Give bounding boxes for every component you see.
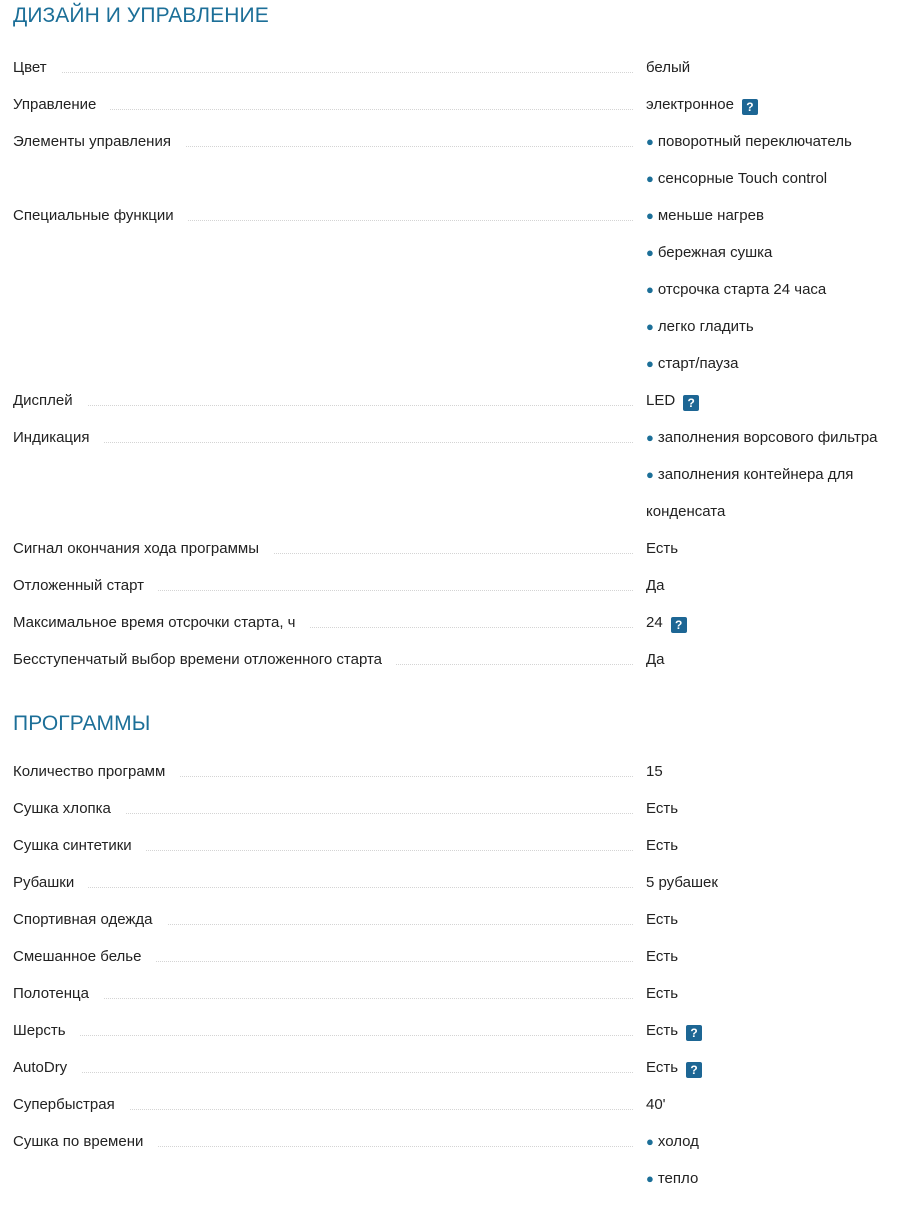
spec-value <box>646 836 906 873</box>
spec-value-list-item <box>646 428 906 465</box>
dotted-leader <box>13 442 633 443</box>
spec-label: Спортивная одежда <box>13 911 167 928</box>
spec-label-cell <box>13 576 633 596</box>
dotted-leader <box>13 1072 633 1073</box>
spec-label: Специальные функции <box>13 207 188 224</box>
help-icon[interactable]: ? <box>686 1062 702 1078</box>
spec-label: Смешанное белье <box>13 948 155 965</box>
spec-label: Рубашки <box>13 874 88 891</box>
spec-value-text: меньше нагрев <box>657 207 764 224</box>
spec-value <box>646 1095 906 1132</box>
spec-value <box>646 95 906 132</box>
spec-value <box>646 947 906 984</box>
bullet-icon: ● <box>646 319 654 334</box>
spec-value-cell <box>646 799 906 836</box>
spec-value-text: поворотный переключатель <box>657 133 852 150</box>
spec-value-list-item <box>646 1132 906 1169</box>
spec-label-cell <box>13 873 633 893</box>
spec-value <box>646 58 906 95</box>
spec-value <box>646 613 906 650</box>
spec-value-text: Есть <box>646 800 679 817</box>
spec-label-cell <box>13 206 633 226</box>
spec-value-list-item <box>646 280 906 317</box>
help-icon[interactable]: ? <box>742 99 758 115</box>
help-icon[interactable]: ? <box>683 395 699 411</box>
spec-value-text: отсрочка старта 24 часа <box>657 281 827 298</box>
bullet-icon: ● <box>646 245 654 260</box>
spec-value-text: Есть <box>646 1022 679 1039</box>
spec-value-text: заполнения ворсового фильтра <box>657 429 878 446</box>
spec-value-cell <box>646 910 906 947</box>
spec-value-text: старт/пауза <box>657 355 739 372</box>
spec-value-text: 24 <box>646 614 663 631</box>
spec-value-text: 40' <box>646 1096 666 1113</box>
spec-label-cell <box>13 762 633 782</box>
spec-value-text: Есть <box>646 911 679 928</box>
spec-label-cell <box>13 58 633 78</box>
help-icon[interactable]: ? <box>686 1025 702 1041</box>
spec-label-cell <box>13 947 633 967</box>
spec-label-cell <box>13 539 633 559</box>
spec-value-cell <box>646 873 906 910</box>
spec-value <box>646 984 906 1021</box>
spec-label: Отложенный старт <box>13 577 158 594</box>
dotted-leader <box>13 405 633 406</box>
spec-value-text: Есть <box>646 985 679 1002</box>
spec-label: Количество программ <box>13 763 179 780</box>
spec-value-text: Есть <box>646 837 679 854</box>
spec-value-text: LED <box>646 392 676 409</box>
spec-label-cell <box>13 132 633 152</box>
dotted-leader <box>13 887 633 888</box>
spec-value-cell <box>646 947 906 984</box>
spec-value-text: 15 <box>646 763 663 780</box>
spec-value-text: сенсорные Touch control <box>657 170 828 187</box>
spec-value <box>646 650 906 687</box>
spec-value <box>646 910 906 947</box>
spec-value-cell <box>646 836 906 873</box>
spec-value-cell <box>646 95 906 132</box>
spec-value-text: Есть <box>646 540 679 557</box>
spec-value-text: электронное <box>646 96 734 113</box>
bullet-icon: ● <box>646 208 654 223</box>
spec-value-list-item <box>646 465 906 502</box>
spec-value-list-item <box>646 132 906 169</box>
spec-label: Сушка синтетики <box>13 837 146 854</box>
spec-label-cell <box>13 1095 633 1115</box>
spec-value-text: белый <box>646 59 691 76</box>
spec-value <box>646 539 906 576</box>
spec-label-cell <box>13 984 633 1004</box>
spec-value-cell <box>646 391 906 428</box>
spec-label: AutoDry <box>13 1059 81 1076</box>
spec-label-cell <box>13 1132 633 1152</box>
spec-value-text: конденсата <box>646 503 726 520</box>
spec-value-list-item <box>646 169 906 206</box>
spec-label: Бесступенчатый выбор времени отложенного старта <box>13 651 396 668</box>
spec-value-cell <box>646 650 906 687</box>
spec-value-cell <box>646 58 906 95</box>
spec-label-cell <box>13 613 633 633</box>
spec-label: Супербыстрая <box>13 1096 129 1113</box>
spec-value-cell <box>646 1132 906 1206</box>
spec-value-text: легко гладить <box>657 318 754 335</box>
spec-value <box>646 799 906 836</box>
spec-label-cell <box>13 95 633 115</box>
spec-label-cell <box>13 391 633 411</box>
spec-value-text: бережная сушка <box>657 244 773 261</box>
spec-label: Максимальное время отсрочки старта, ч <box>13 614 309 631</box>
bullet-icon: ● <box>646 1171 654 1186</box>
spec-value-cell <box>646 576 906 613</box>
spec-label-cell <box>13 650 633 670</box>
spec-label: Дисплей <box>13 392 87 409</box>
spec-value-list-item <box>646 243 906 280</box>
spec-value-text: Да <box>646 577 665 594</box>
spec-label-cell <box>13 428 633 448</box>
spec-label-cell <box>13 1058 633 1078</box>
section-title: ДИЗАЙН И УПРАВЛЕНИЕ <box>13 4 269 27</box>
bullet-icon: ● <box>646 171 654 186</box>
spec-label: Сушка по времени <box>13 1133 157 1150</box>
spec-value-cell <box>646 1021 906 1058</box>
spec-value-text: 5 рубашек <box>646 874 718 891</box>
spec-label: Управление <box>13 96 110 113</box>
spec-label: Индикация <box>13 429 104 446</box>
spec-value-cell <box>646 762 906 799</box>
spec-value-list-item <box>646 317 906 354</box>
spec-value-list-item <box>646 354 906 391</box>
bullet-icon: ● <box>646 430 654 445</box>
spec-value-text: заполнения контейнера для <box>657 466 854 483</box>
spec-value-text: Да <box>646 651 665 668</box>
section-title: ПРОГРАММЫ <box>13 712 151 735</box>
spec-value-text: Есть <box>646 1059 679 1076</box>
spec-value-cell <box>646 539 906 576</box>
spec-label: Шерсть <box>13 1022 80 1039</box>
bullet-icon: ● <box>646 134 654 149</box>
spec-label: Сигнал окончания хода программы <box>13 540 273 557</box>
spec-value <box>646 1021 906 1058</box>
spec-label-cell <box>13 799 633 819</box>
spec-label: Цвет <box>13 59 61 76</box>
spec-value-text: Есть <box>646 948 679 965</box>
dotted-leader <box>13 1035 633 1036</box>
spec-label: Сушка хлопка <box>13 800 125 817</box>
bullet-icon: ● <box>646 467 654 482</box>
bullet-icon: ● <box>646 356 654 371</box>
spec-value <box>646 1058 906 1095</box>
spec-value-list-item <box>646 206 906 243</box>
spec-value-cell <box>646 1058 906 1095</box>
spec-value-cell <box>646 613 906 650</box>
spec-value-list-item <box>646 1169 906 1206</box>
spec-label-cell <box>13 910 633 930</box>
dotted-leader <box>13 72 633 73</box>
bullet-icon: ● <box>646 1134 654 1149</box>
spec-value-cell <box>646 206 906 391</box>
spec-value-cell <box>646 984 906 1021</box>
spec-value-cell <box>646 132 906 206</box>
spec-value-cell <box>646 428 906 539</box>
spec-value <box>646 576 906 613</box>
help-icon[interactable]: ? <box>671 617 687 633</box>
spec-label: Элементы управления <box>13 133 185 150</box>
spec-value <box>646 762 906 799</box>
spec-value-text: холод <box>657 1133 699 1150</box>
spec-value <box>646 391 906 428</box>
spec-value <box>646 502 906 539</box>
spec-label-cell <box>13 836 633 856</box>
dotted-leader <box>13 998 633 999</box>
spec-value-text: тепло <box>657 1170 699 1187</box>
spec-value-cell <box>646 1095 906 1132</box>
spec-value <box>646 873 906 910</box>
bullet-icon: ● <box>646 282 654 297</box>
spec-label-cell <box>13 1021 633 1041</box>
spec-label: Полотенца <box>13 985 103 1002</box>
